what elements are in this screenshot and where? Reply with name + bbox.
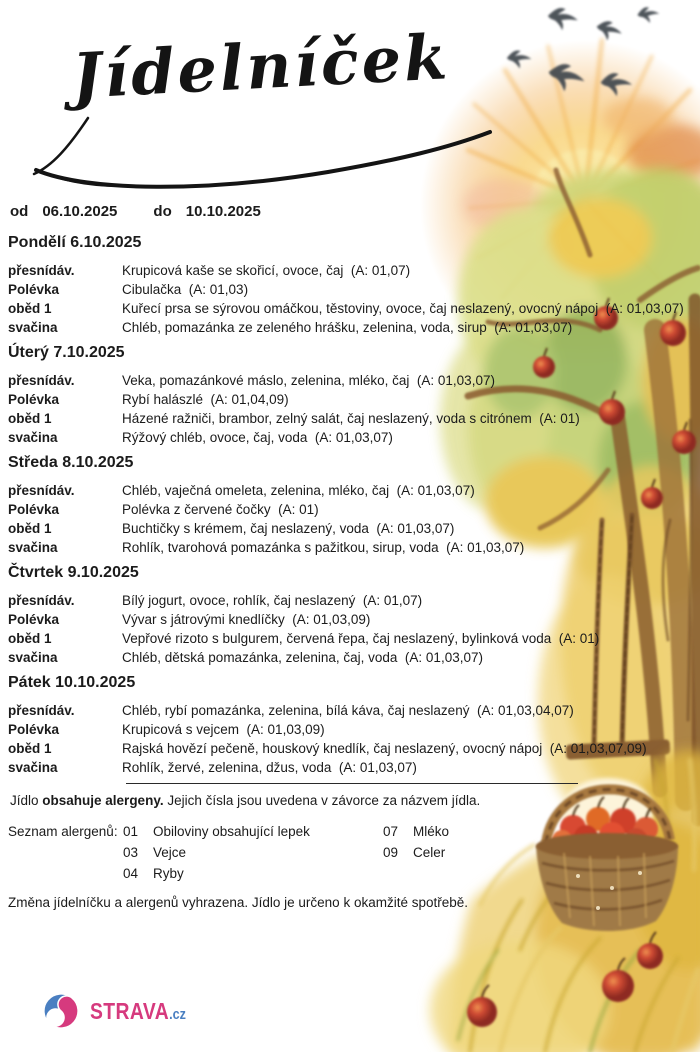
day-section-friday bbox=[8, 674, 696, 777]
meal-label: přesnídáv. bbox=[8, 263, 75, 278]
menu-content bbox=[8, 0, 696, 924]
allergen-name: Vejce bbox=[153, 845, 187, 860]
day-section-monday bbox=[8, 234, 696, 337]
allergen-list-label: Seznam alergenů: bbox=[8, 824, 118, 839]
meal-label: svačina bbox=[8, 320, 58, 335]
meal-label: oběd 1 bbox=[8, 301, 52, 316]
meal-text: Cibulačka (A: 01,03) bbox=[122, 282, 249, 297]
day-section-tuesday bbox=[8, 344, 696, 447]
meal-row bbox=[8, 318, 696, 337]
allergen-code: 01 bbox=[123, 824, 139, 839]
strava-tld-text: .cz bbox=[169, 1005, 186, 1023]
meal-text: Veka, pomazánkové máslo, zelenina, mléko, čaj (A: 01,03,07) bbox=[122, 373, 495, 388]
meal-label: oběd 1 bbox=[8, 521, 52, 536]
meal-row bbox=[8, 261, 696, 280]
meal-text: Buchtičky s krémem, čaj neslazený, voda (A: 01,03,07) bbox=[122, 521, 455, 536]
change-note: Změna jídelníčku a alergenů vyhrazena. Jídlo je určeno k okamžité spotřebě. bbox=[8, 895, 469, 910]
meal-label: svačina bbox=[8, 760, 58, 775]
allergen-name: Ryby bbox=[153, 866, 184, 881]
meal-text: Polévka z červené čočky (A: 01) bbox=[122, 502, 319, 517]
day-title: Čtvrtek 9.10.2025 bbox=[8, 564, 139, 581]
meal-label: oběd 1 bbox=[8, 411, 52, 426]
meal-row bbox=[8, 481, 696, 500]
meal-text: Chléb, dětská pomazánka, zelenina, čaj, voda (A: 01,03,07) bbox=[122, 650, 483, 665]
allergen-code: 07 bbox=[383, 824, 399, 839]
meal-label: přesnídáv. bbox=[8, 373, 75, 388]
meal-text: Chléb, pomazánka ze zeleného hrášku, zelenina, voda, sirup (A: 01,03,07) bbox=[122, 320, 573, 335]
title-underline-flourish bbox=[18, 100, 518, 200]
meal-text: Rybí halászlé (A: 01,04,09) bbox=[122, 392, 289, 407]
day-title: Úterý 7.10.2025 bbox=[8, 344, 125, 361]
allergen-code: 03 bbox=[123, 845, 139, 860]
footer-separator bbox=[126, 783, 578, 784]
allergen-code: 09 bbox=[383, 845, 399, 860]
meal-row bbox=[8, 371, 696, 390]
meal-row bbox=[8, 720, 696, 739]
allergen-note-rest: Jejich čísla jsou uvedena v závorce za názvem jídla. bbox=[163, 793, 481, 808]
meal-row bbox=[8, 739, 696, 758]
meal-label: Polévka bbox=[8, 282, 60, 297]
meal-row bbox=[8, 409, 696, 428]
meal-label: oběd 1 bbox=[8, 741, 52, 756]
day-title: Pátek 10.10.2025 bbox=[8, 674, 136, 691]
meal-label: přesnídáv. bbox=[8, 593, 75, 608]
meal-text: Vepřové rizoto s bulgurem, červená řepa, čaj neslazený, bylinková voda (A: 01) bbox=[122, 631, 600, 646]
strava-brand-text: STRAVA bbox=[90, 997, 170, 1024]
date-range bbox=[10, 203, 696, 220]
meal-row bbox=[8, 629, 696, 648]
meal-text: Házené ražniči, brambor, zelný salát, čaj neslazený, voda s citrónem (A: 01) bbox=[122, 411, 580, 426]
day-title: Středa 8.10.2025 bbox=[8, 454, 134, 471]
meal-row bbox=[8, 538, 696, 557]
date-to-label: do bbox=[153, 203, 172, 220]
meal-row bbox=[8, 519, 696, 538]
meal-text: Rajská hovězí pečeně, houskový knedlík, čaj neslazený, ovocný nápoj (A: 01,03,07,09) bbox=[122, 741, 647, 756]
meal-label: svačina bbox=[8, 650, 58, 665]
allergen-name: Celer bbox=[413, 845, 446, 860]
meal-row bbox=[8, 758, 696, 777]
meal-text: Chléb, rybí pomazánka, zelenina, bílá káva, čaj neslazený (A: 01,03,04,07) bbox=[122, 703, 574, 718]
meal-text: Rýžový chléb, ovoce, čaj, voda (A: 01,03,07) bbox=[122, 430, 393, 445]
meal-row bbox=[8, 701, 696, 720]
meal-text: Krupicová kaše se skořicí, ovoce, čaj (A: 01,07) bbox=[122, 263, 411, 278]
strava-logo-icon bbox=[42, 992, 80, 1030]
allergen-note-lead: Jídlo bbox=[10, 793, 43, 808]
allergen-note bbox=[10, 792, 696, 810]
meal-label: Polévka bbox=[8, 392, 60, 407]
day-title: Pondělí 6.10.2025 bbox=[8, 234, 142, 251]
meal-row bbox=[8, 500, 696, 519]
allergen-code: 04 bbox=[123, 866, 139, 881]
meal-label: svačina bbox=[8, 430, 58, 445]
day-section-wednesday bbox=[8, 454, 696, 557]
meal-label: přesnídáv. bbox=[8, 483, 75, 498]
date-from-value: 06.10.2025 bbox=[42, 203, 118, 220]
meal-text: Chléb, vaječná omeleta, zelenina, mléko, čaj (A: 01,03,07) bbox=[122, 483, 475, 498]
meal-row bbox=[8, 591, 696, 610]
meal-row bbox=[8, 610, 696, 629]
date-from-label: od bbox=[10, 203, 29, 220]
meal-label: Polévka bbox=[8, 722, 60, 737]
page-title: Jídelníček bbox=[70, 20, 452, 113]
meal-label: přesnídáv. bbox=[8, 703, 75, 718]
meal-text: Kuřecí prsa se sýrovou omáčkou, těstoviny, ovoce, čaj neslazený, ovocný nápoj (A: 01,03,07) bbox=[122, 301, 684, 316]
day-section-thursday bbox=[8, 564, 696, 667]
allergen-list bbox=[8, 821, 568, 884]
allergen-name: Mléko bbox=[413, 824, 450, 839]
meal-row bbox=[8, 390, 696, 409]
meal-label: svačina bbox=[8, 540, 58, 555]
meal-text: Vývar s játrovými knedlíčky (A: 01,03,09) bbox=[122, 612, 371, 627]
meal-text: Bílý jogurt, ovoce, rohlík, čaj neslazený (A: 01,07) bbox=[122, 593, 423, 608]
meal-label: oběd 1 bbox=[8, 631, 52, 646]
allergen-name: Obiloviny obsahující lepek bbox=[153, 824, 310, 839]
meal-row bbox=[8, 299, 696, 318]
meal-row bbox=[8, 648, 696, 667]
meal-text: Krupicová s vejcem (A: 01,03,09) bbox=[122, 722, 325, 737]
date-to-value: 10.10.2025 bbox=[185, 203, 261, 220]
meal-row bbox=[8, 428, 696, 447]
title-area bbox=[8, 0, 696, 196]
meal-label: Polévka bbox=[8, 612, 60, 627]
meal-row bbox=[8, 280, 696, 299]
meal-label: Polévka bbox=[8, 502, 60, 517]
meal-text: Rohlík, tvarohová pomazánka s pažitkou, sirup, voda (A: 01,03,07) bbox=[122, 540, 525, 555]
allergen-note-bold: obsahuje alergeny. bbox=[42, 793, 164, 808]
meal-text: Rohlík, žervé, zelenina, džus, voda (A: 01,03,07) bbox=[122, 760, 417, 775]
strava-logo[interactable] bbox=[42, 992, 204, 1030]
